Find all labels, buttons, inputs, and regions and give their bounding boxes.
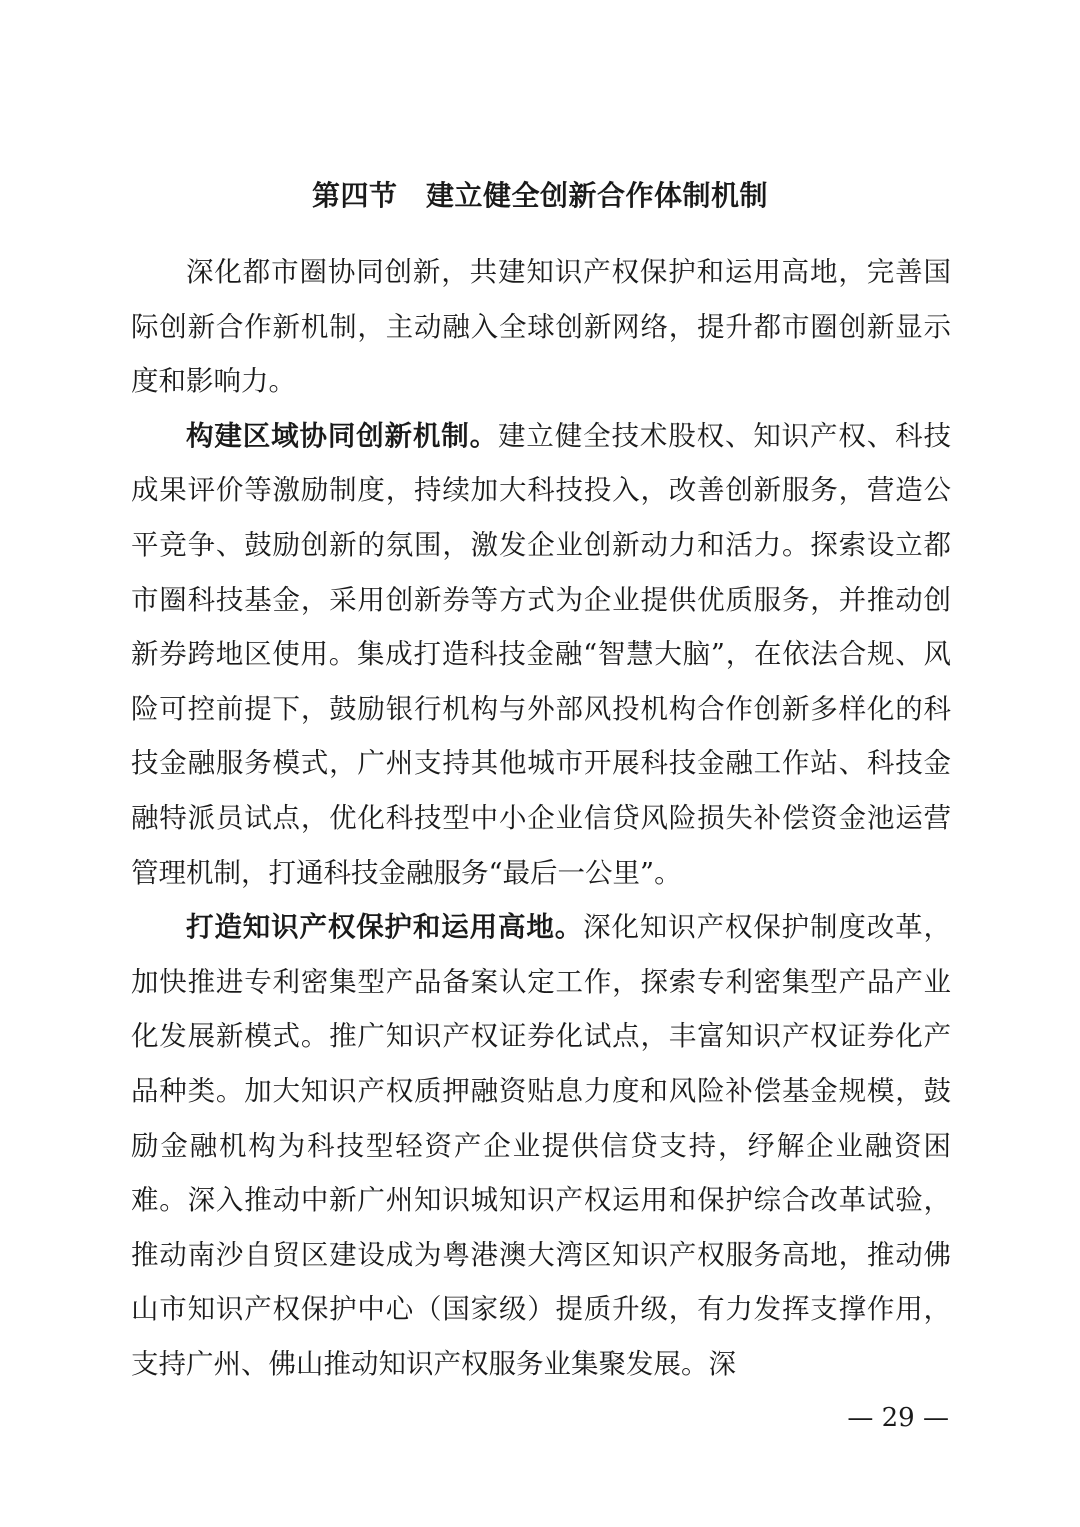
paragraph-lead: 打造知识产权保护和运用高地。 (186, 911, 584, 944)
body-text (131, 245, 951, 1391)
section-title: 第四节 建立健全创新合作体制机制 (311, 179, 768, 212)
paragraph-text: 深化都市圈协同创新，共建知识产权保护和运用高地，完善国际创新合作新机制，主动融入全球创新网络，提升都市圈创新显示度和影响力。 (131, 256, 951, 398)
paragraph-regional-innovation (131, 409, 951, 900)
paragraph-ip-protection (131, 900, 951, 1391)
paragraph-lead: 构建区域协同创新机制。 (186, 419, 499, 452)
paragraph-text: 深化知识产权保护制度改革，加快推进专利密集型产品备案认定工作，探索专利密集型产品产业化发展新模式。推广知识产权证券化试点，丰富知识产权证券化产品种类。加大知识产权质押融资贴息力度和风险补偿基金规模，鼓励金融机构为科技型轻资产企业提供信贷支持，纾解企业融资困难。深入推动中新广州知识城知识产权运用和保护综合改革试验，推动南沙自贸区建设成为粤港澳大湾区知识产权服务高地，推动佛山市知识产权保护中心（国家级）提质升级，有力发挥支撑作用，支持广州、佛山推动知识产权服务业集聚发展。深 (131, 911, 952, 1380)
paragraph-intro (131, 245, 951, 409)
page-number: — 29 — (847, 1403, 949, 1433)
paragraph-text: 建立健全技术股权、知识产权、科技成果评价等激励制度，持续加大科技投入，改善创新服务，营造公平竞争、鼓励创新的氛围，激发企业创新动力和活力。探索设立都市圈科技基金，采用创新券等方式为企业提供优质服务，并推动创新券跨地区使用。集成打造科技金融“智慧大脑”，在依法合规、风险可控前提下，鼓励银行机构与外部风投机构合作创新多样化的科技金融服务模式，广州支持其他城市开展科技金融工作站、科技金融特派员试点，优化科技型中小企业信贷风险损失补偿资金池运营管理机制，打通科技金融服务“最后一公里”。 (131, 419, 952, 889)
